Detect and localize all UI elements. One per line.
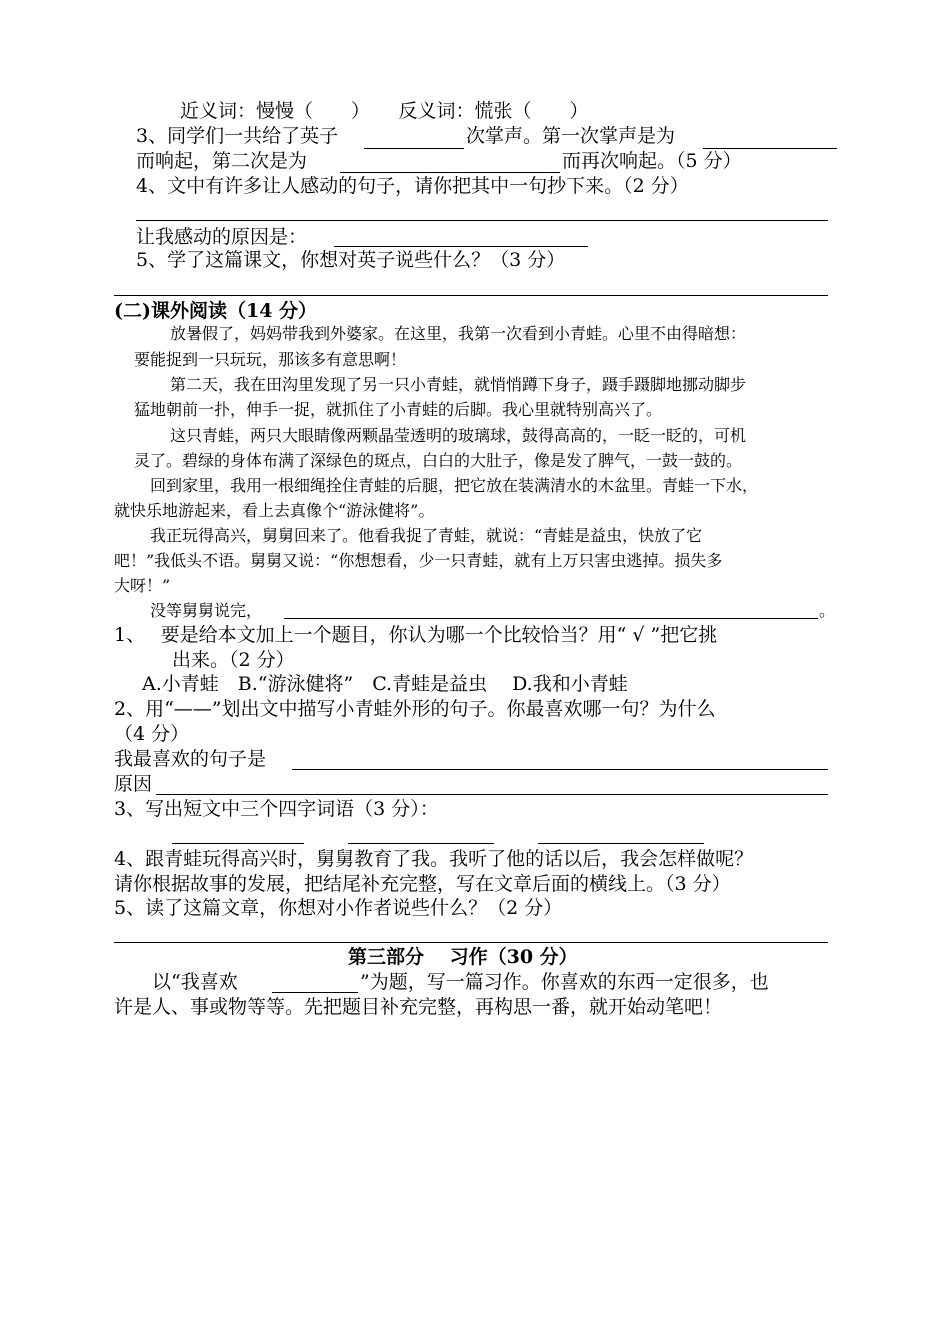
s2-q2-text-a: 2、用“——”划出文中描写小青蛙外形的句子。你最喜欢哪一句？为什么 <box>114 698 716 720</box>
s2-q2-favorite-blank[interactable] <box>292 769 828 770</box>
q4-reason-blank[interactable] <box>334 246 588 247</box>
synonym-antonym-line: 近义词：慢慢（ ） 反义词：慌张（ ） <box>180 100 589 122</box>
s2-q3-question: 3、写出短文中三个四字词语（3 分）： <box>114 798 439 820</box>
reading-paragraph-1b: 要能捉到一只玩玩，那该多有意思啊！ <box>134 350 407 369</box>
s2-q5-answer-line[interactable] <box>114 942 828 943</box>
reading-paragraph-5b: 吧！”我低头不语。舅舅又说：“你想想看，少一只青蛙，就有上万只害虫逃掉。损失多 <box>114 551 723 570</box>
reading-ending-prefix: 没等舅舅说完， <box>150 601 263 620</box>
reading-ending-blank[interactable] <box>284 618 818 619</box>
reading-paragraph-4b: 就快乐地游起来，看上去真像个“游泳健将”。 <box>114 501 435 520</box>
part3-title: 第三部分 习作（30 分） <box>348 946 578 968</box>
reading-paragraph-5c: 大呀！” <box>114 576 171 595</box>
s2-q1-text-b: 出来。（2 分） <box>172 649 295 671</box>
section2-title: (二)课外阅读（14 分） <box>114 300 318 322</box>
reading-paragraph-1: 放暑假了，妈妈带我到外婆家。在这里，我第一次看到小青蛙。心里不由得暗想： <box>170 324 747 343</box>
reading-paragraph-4: 回到家里，我用一根细绳拴住青蛙的后腿，把它放在装满清水的木盆里。青蛙一下水， <box>150 476 759 495</box>
reading-paragraph-3: 这只青蛙，两只大眼睛像两颗晶莹透明的玻璃球，鼓得高高的，一眨一眨的，可机 <box>170 426 747 445</box>
s2-q1-options: A.小青蛙 B.“游泳健将” C.青蛙是益虫 D.我和小青蛙 <box>142 673 628 695</box>
q4-answer-line[interactable] <box>136 220 828 221</box>
s2-q2-text-b: （4 分） <box>114 723 190 745</box>
q3-text-b: 次掌声。第一次掌声是为 <box>466 125 676 147</box>
q3-text-d: 而再次响起。（5 分） <box>562 150 742 172</box>
s2-q5-question: 5、读了这篇文章，你想对小作者说些什么？（2 分） <box>114 897 563 919</box>
q3-blank-3[interactable] <box>340 172 560 173</box>
s2-q3-blank-2[interactable] <box>348 843 494 844</box>
reading-ending-period: 。 <box>819 601 836 620</box>
composition-prompt-c: 许是人、事或物等等。先把题目补充完整，再构思一番，就开始动笔吧！ <box>114 996 723 1018</box>
s2-q4-text-a: 4、跟青蛙玩得高兴时，舅舅教育了我。我听了他的话以后，我会怎样做呢？ <box>114 848 754 870</box>
q4-reason-label: 让我感动的原因是： <box>136 226 308 248</box>
s2-q2-reason-blank[interactable] <box>156 794 828 795</box>
reading-paragraph-2b: 猛地朝前一扑，伸手一捉，就抓住了小青蛙的后脚。我心里就特别高兴了。 <box>134 400 663 419</box>
q3-text-a: 3、同学们一共给了英子 <box>136 125 339 147</box>
s2-q1-text-a: 1、 要是给本文加上一个题目，你认为哪一个比较恰当？用“ √ ”把它挑 <box>114 624 718 646</box>
s2-q2-favorite-label: 我最喜欢的句子是 <box>114 748 267 770</box>
reading-paragraph-2: 第二天，我在田沟里发现了另一只小青蛙，就悄悄蹲下身子，蹑手蹑脚地挪动脚步 <box>170 375 747 394</box>
composition-prompt-a: 以“我喜欢 <box>152 971 238 993</box>
q3-blank-1[interactable] <box>364 148 464 149</box>
q5-question: 5、学了这篇课文，你想对英子说些什么？（3 分） <box>136 249 566 271</box>
s2-q3-blank-1[interactable] <box>172 843 304 844</box>
q4-question: 4、文中有许多让人感动的句子，请你把其中一句抄下来。（2 分） <box>136 175 689 197</box>
composition-prompt-b: ”为题，写一篇习作。你喜欢的东西一定很多，也 <box>360 971 769 993</box>
composition-title-blank[interactable] <box>272 992 358 993</box>
reading-paragraph-3b: 灵了。碧绿的身体布满了深绿色的斑点，白白的大肚子，像是发了脾气，一鼓一鼓的。 <box>134 451 743 470</box>
s2-q3-blank-3[interactable] <box>538 843 704 844</box>
s2-q4-text-b: 请你根据故事的发展，把结尾补充完整，写在文章后面的横线上。（3 分） <box>114 873 731 895</box>
q3-text-c: 而响起，第二次是为 <box>136 150 308 172</box>
reading-paragraph-5: 我正玩得高兴，舅舅回来了。他看我捉了青蛙，就说：“青蛙是益虫，快放了它 <box>150 526 703 545</box>
q5-answer-line[interactable] <box>114 295 828 296</box>
s2-q2-reason-label: 原因 <box>114 773 153 795</box>
q3-blank-2[interactable] <box>703 148 837 149</box>
